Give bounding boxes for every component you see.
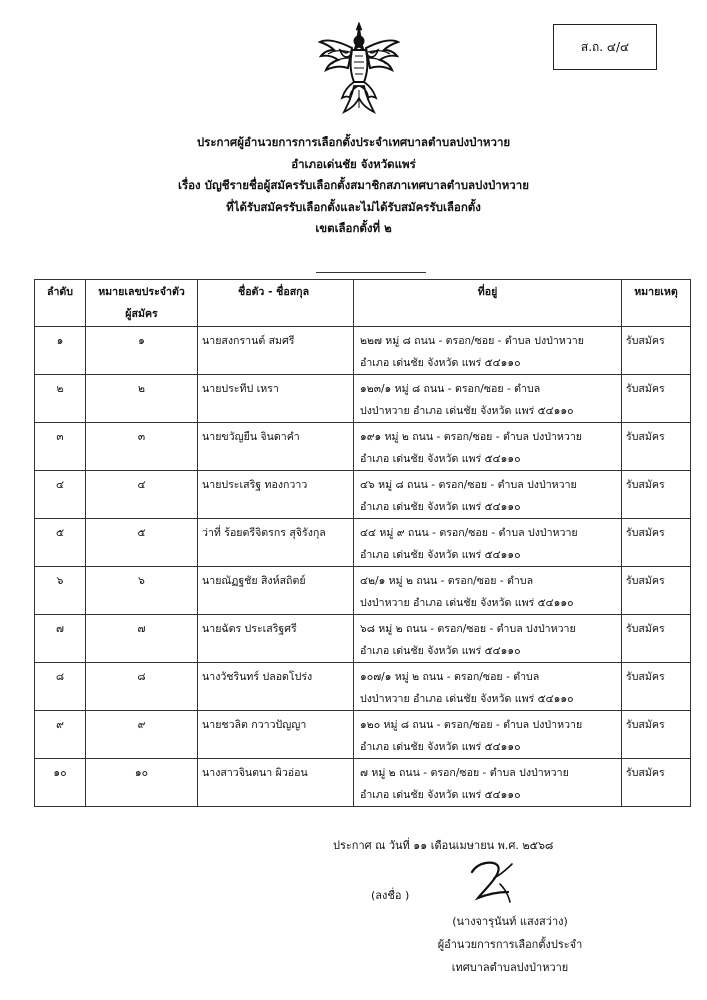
- address-line-1: ๑๒๓/๑ หมู่ ๘ ถนน - ตรอก/ซอย - ตำบล: [360, 383, 541, 395]
- header-number-line-1: หมายเลขประจำตัว: [98, 286, 185, 298]
- heading-divider: [316, 272, 426, 273]
- cell-candidate-number: ๑๐: [86, 759, 198, 807]
- signer-name: (นางจารุนันท์ แสงสว่าง): [452, 915, 568, 928]
- heading-line-2: อำเภอเด่นชัย จังหวัดแพร่: [291, 156, 416, 171]
- cell-remark: รับสมัคร: [622, 567, 691, 615]
- table-row: [35, 759, 691, 807]
- signer-title-2: เทศบาลตำบลปงป่าหวาย: [451, 961, 569, 974]
- address-line-2: อำเภอ เด่นชัย จังหวัด แพร่ ๕๔๑๑๐: [360, 452, 521, 465]
- cell-address: [354, 567, 622, 615]
- cell-address: [354, 759, 622, 807]
- cell-name: นายฉัตร ประเสริฐศรี: [198, 615, 354, 663]
- header-order: ลำดับ: [35, 280, 86, 327]
- cell-address: [354, 615, 622, 663]
- cell-candidate-number: ๕: [86, 519, 198, 567]
- cell-candidate-number: ๗: [86, 615, 198, 663]
- cell-order: ๔: [35, 471, 86, 519]
- cell-order: ๘: [35, 663, 86, 711]
- signer-title-1: ผู้อำนวยการการเลือกตั้งประจำ: [437, 938, 583, 951]
- cell-address: [354, 711, 622, 759]
- address-line-2: ปงป่าหวาย อำเภอ เด่นชัย จังหวัด แพร่ ๕๔๑๑๐: [360, 404, 574, 417]
- cell-order: ๓: [35, 423, 86, 471]
- table-row: [35, 663, 691, 711]
- table-row: [35, 567, 691, 615]
- cell-remark: รับสมัคร: [622, 471, 691, 519]
- address-line-1: ๔๒/๑ หมู่ ๒ ถนน - ตรอก/ซอย - ตำบล: [360, 575, 534, 587]
- heading-line-3: เรื่อง บัญชีรายชื่อผู้สมัครรับเลือกตั้งสมาชิกสภาเทศบาลตำบลปงป่าหวาย: [178, 178, 529, 192]
- table-row: [35, 327, 691, 375]
- cell-address: [354, 423, 622, 471]
- cell-candidate-number: ๘: [86, 663, 198, 711]
- cell-candidate-number: ๙: [86, 711, 198, 759]
- garuda-emblem-icon: [318, 20, 400, 116]
- table-row: [35, 423, 691, 471]
- header-number-line-2: ผู้สมัคร: [125, 307, 158, 320]
- table-row: [35, 615, 691, 663]
- address-line-2: อำเภอ เด่นชัย จังหวัด แพร่ ๕๔๑๑๐: [360, 500, 521, 513]
- table-header-row: [35, 280, 691, 327]
- cell-name: ว่าที่ ร้อยตรีจิตรกร สุจิรังกุล: [198, 519, 354, 567]
- cell-name: นายชวลิต กวาวปัญญา: [198, 711, 354, 759]
- address-line-1: ๔๖ หมู่ ๘ ถนน - ตรอก/ซอย - ตำบล ปงป่าหวาย: [360, 479, 577, 491]
- header-name: ชื่อตัว - ชื่อสกุล: [198, 280, 354, 327]
- cell-address: [354, 519, 622, 567]
- heading-line-4: ที่ได้รับสมัครรับเลือกตั้งและไม่ได้รับสมัครรับเลือกตั้ง: [226, 199, 481, 214]
- cell-remark: รับสมัคร: [622, 663, 691, 711]
- cell-remark: รับสมัคร: [622, 519, 691, 567]
- address-line-2: ปงป่าหวาย อำเภอ เด่นชัย จังหวัด แพร่ ๕๔๑๑๐: [360, 596, 574, 609]
- cell-address: [354, 327, 622, 375]
- cell-name: นายสงกรานต์ สมศรี: [198, 327, 354, 375]
- table-row: [35, 711, 691, 759]
- cell-candidate-number: ๔: [86, 471, 198, 519]
- cell-name: นายประทีป เหรา: [198, 375, 354, 423]
- address-line-1: ๔๔ หมู่ ๙ ถนน - ตรอก/ซอย - ตำบล ปงป่าหวาย: [360, 527, 578, 539]
- address-line-2: อำเภอ เด่นชัย จังหวัด แพร่ ๕๔๑๑๐: [360, 740, 521, 753]
- heading-line-5: เขตเลือกตั้งที่ ๒: [315, 221, 392, 235]
- address-line-1: ๒๒๗ หมู่ ๘ ถนน - ตรอก/ซอย - ตำบล ปงป่าหวาย: [360, 335, 584, 347]
- cell-remark: รับสมัคร: [622, 327, 691, 375]
- cell-candidate-number: ๖: [86, 567, 198, 615]
- cell-remark: รับสมัคร: [622, 615, 691, 663]
- table-row: [35, 519, 691, 567]
- handwritten-signature: [464, 858, 520, 906]
- cell-address: [354, 663, 622, 711]
- sign-label: (ลงชื่อ ): [371, 889, 410, 902]
- cell-name: นางสาวจินตนา ผิวอ่อน: [198, 759, 354, 807]
- table-row: [35, 375, 691, 423]
- address-line-1: ๑๙๑ หมู่ ๒ ถนน - ตรอก/ซอย - ตำบล ปงป่าหวาย: [360, 431, 583, 443]
- cell-order: ๙: [35, 711, 86, 759]
- address-line-2: อำเภอ เด่นชัย จังหวัด แพร่ ๕๔๑๑๐: [360, 548, 521, 561]
- cell-candidate-number: ๑: [86, 327, 198, 375]
- form-code-box: [553, 24, 657, 70]
- cell-remark: รับสมัคร: [622, 759, 691, 807]
- table-row: [35, 471, 691, 519]
- address-line-1: ๑๒๐ หมู่ ๘ ถนน - ตรอก/ซอย - ตำบล ปงป่าหวาย: [360, 719, 583, 731]
- cell-candidate-number: ๓: [86, 423, 198, 471]
- signer-block: [415, 910, 605, 979]
- cell-remark: รับสมัคร: [622, 375, 691, 423]
- header-remark: หมายเหตุ: [622, 280, 691, 327]
- cell-name: นางวัชรินทร์ ปลอดโปร่ง: [198, 663, 354, 711]
- cell-order: ๖: [35, 567, 86, 615]
- cell-order: ๑๐: [35, 759, 86, 807]
- cell-order: ๒: [35, 375, 86, 423]
- cell-order: ๕: [35, 519, 86, 567]
- cell-address: [354, 471, 622, 519]
- announcement-heading: [0, 132, 707, 240]
- address-line-2: อำเภอ เด่นชัย จังหวัด แพร่ ๕๔๑๑๐: [360, 644, 521, 657]
- header-address: ที่อยู่: [354, 280, 622, 327]
- header-candidate-number: [86, 280, 198, 327]
- cell-name: นายประเสริฐ ทองกวาว: [198, 471, 354, 519]
- cell-order: ๗: [35, 615, 86, 663]
- address-line-2: ปงป่าหวาย อำเภอ เด่นชัย จังหวัด แพร่ ๕๔๑๑๐: [360, 692, 574, 705]
- announce-date: ประกาศ ณ วันที่ ๑๑ เดือนเมษายน พ.ศ. ๒๕๖๘: [333, 839, 554, 852]
- cell-name: นายขวัญยืน จินดาคำ: [198, 423, 354, 471]
- cell-name: นายณัฏฐชัย สิงห์สถิตย์: [198, 567, 354, 615]
- form-code: ส.ถ. ๔/๔: [580, 39, 630, 54]
- address-line-2: อำเภอ เด่นชัย จังหวัด แพร่ ๕๔๑๑๐: [360, 356, 521, 369]
- heading-line-1: ประกาศผู้อำนวยการการเลือกตั้งประจำเทศบาลตำบลปงป่าหวาย: [196, 135, 511, 149]
- cell-address: [354, 375, 622, 423]
- address-line-1: ๑๐๗/๑ หมู่ ๒ ถนน - ตรอก/ซอย - ตำบล: [360, 671, 540, 683]
- cell-remark: รับสมัคร: [622, 711, 691, 759]
- cell-candidate-number: ๒: [86, 375, 198, 423]
- address-line-1: ๖๘ หมู่ ๒ ถนน - ตรอก/ซอย - ตำบล ปงป่าหวาย: [360, 623, 576, 635]
- candidate-table: [34, 279, 691, 807]
- cell-remark: รับสมัคร: [622, 423, 691, 471]
- address-line-2: อำเภอ เด่นชัย จังหวัด แพร่ ๕๔๑๑๐: [360, 788, 521, 801]
- cell-order: ๑: [35, 327, 86, 375]
- address-line-1: ๗ หมู่ ๒ ถนน - ตรอก/ซอย - ตำบล ปงป่าหวาย: [360, 767, 569, 779]
